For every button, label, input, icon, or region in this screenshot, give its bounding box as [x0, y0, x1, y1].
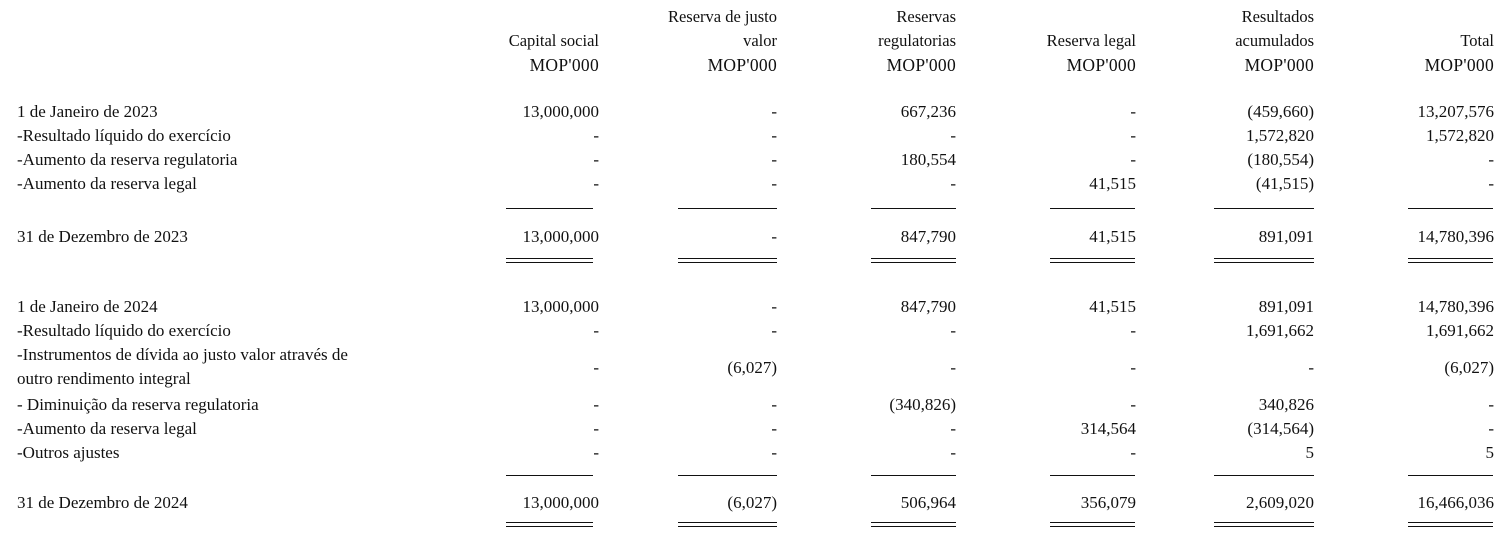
- cell-resultados-acumulados: (180,554): [1247, 150, 1314, 169]
- cell-capital-social: -: [593, 358, 599, 377]
- cell-reservas-regulatorias: -: [950, 126, 956, 145]
- cell-reservas-regulatorias: 847,790: [900, 227, 956, 246]
- total-double-rule: [1408, 522, 1493, 527]
- cell-capital-social: -: [593, 443, 599, 462]
- subtotal-rule: [871, 208, 956, 209]
- column-header-line: [1425, 5, 1494, 29]
- cell-reservas-regulatorias: 847,790: [900, 297, 956, 316]
- cell-total: -: [1488, 395, 1494, 414]
- cell-resultados-acumulados: (314,564): [1247, 419, 1314, 438]
- column-unit: MOP'000: [1244, 55, 1314, 75]
- cell-reserva-legal: -: [1130, 321, 1136, 340]
- table-row: [0, 172, 1512, 196]
- row-label: -Resultado líquido do exercício: [17, 321, 231, 340]
- cell-total: -: [1488, 174, 1494, 193]
- column-header-line: acumulados: [1235, 31, 1314, 50]
- column-header-line: Capital social: [508, 31, 599, 50]
- subtotal-rule: [506, 208, 593, 209]
- column-header-line: Reservas: [896, 7, 956, 26]
- table-row: [0, 417, 1512, 441]
- cell-reserva-justo-valor: -: [771, 126, 777, 145]
- row-label: -Aumento da reserva regulatoria: [17, 150, 238, 169]
- column-unit: MOP'000: [1066, 55, 1136, 75]
- cell-reservas-regulatorias: -: [950, 419, 956, 438]
- subtotal-rule: [506, 475, 593, 476]
- cell-reserva-justo-valor: -: [771, 227, 777, 246]
- table-row: [0, 124, 1512, 148]
- column-header-reserva-justo-valor: [668, 5, 777, 77]
- total-double-rule: [678, 258, 777, 263]
- cell-total: 1,691,662: [1426, 321, 1494, 340]
- cell-total: 13,207,576: [1417, 102, 1494, 121]
- cell-capital-social: 13,000,000: [522, 493, 599, 512]
- row-label-line: outro rendimento integral: [17, 369, 191, 388]
- cell-total: -: [1488, 150, 1494, 169]
- total-double-rule: [1408, 258, 1493, 263]
- cell-capital-social: -: [593, 321, 599, 340]
- cell-reserva-legal: 356,079: [1080, 493, 1136, 512]
- table-row: [0, 100, 1512, 124]
- cell-reserva-justo-valor: -: [771, 102, 777, 121]
- column-header-line: [1047, 5, 1136, 29]
- cell-reserva-legal: -: [1130, 126, 1136, 145]
- subtotal-rule: [678, 208, 777, 209]
- row-label: -Resultado líquido do exercício: [17, 126, 231, 145]
- cell-reserva-legal: 41,515: [1089, 297, 1136, 316]
- total-double-rule: [871, 522, 956, 527]
- cell-reserva-justo-valor: -: [771, 395, 777, 414]
- cell-resultados-acumulados: (41,515): [1255, 174, 1314, 193]
- total-double-rule: [1050, 258, 1135, 263]
- cell-capital-social: 13,000,000: [522, 227, 599, 246]
- table-row: [0, 295, 1512, 319]
- subtotal-rule: [1408, 475, 1493, 476]
- row-label: 1 de Janeiro de 2024: [17, 297, 158, 316]
- cell-reserva-justo-valor: -: [771, 150, 777, 169]
- total-double-rule: [506, 522, 593, 527]
- cell-total: 16,466,036: [1417, 493, 1494, 512]
- subtotal-rule: [1214, 475, 1314, 476]
- cell-capital-social: -: [593, 395, 599, 414]
- total-double-rule: [1214, 522, 1314, 527]
- cell-reserva-justo-valor: -: [771, 443, 777, 462]
- cell-reservas-regulatorias: -: [950, 443, 956, 462]
- cell-reserva-justo-valor: -: [771, 321, 777, 340]
- cell-capital-social: -: [593, 174, 599, 193]
- cell-resultados-acumulados: 891,091: [1258, 297, 1314, 316]
- column-header-line: Reserva de justo: [667, 7, 777, 26]
- cell-reserva-legal: -: [1130, 150, 1136, 169]
- row-label: 31 de Dezembro de 2024: [17, 493, 188, 512]
- subtotal-rule: [1050, 475, 1135, 476]
- column-header-line: Total: [1460, 31, 1494, 50]
- cell-total: -: [1488, 419, 1494, 438]
- table-row: [0, 343, 1512, 391]
- cell-capital-social: 13,000,000: [522, 102, 599, 121]
- cell-capital-social: -: [593, 419, 599, 438]
- row-label: [17, 343, 348, 391]
- cell-reservas-regulatorias: 667,236: [900, 102, 956, 121]
- cell-resultados-acumulados: 1,572,820: [1246, 126, 1314, 145]
- cell-reservas-regulatorias: -: [950, 358, 956, 377]
- cell-reserva-legal: -: [1130, 395, 1136, 414]
- table-row-total: [0, 491, 1512, 515]
- cell-reserva-justo-valor: -: [771, 419, 777, 438]
- cell-resultados-acumulados: 891,091: [1258, 227, 1314, 246]
- total-double-rule: [871, 258, 956, 263]
- cell-resultados-acumulados: 1,691,662: [1246, 321, 1314, 340]
- cell-resultados-acumulados: -: [1308, 358, 1314, 377]
- cell-resultados-acumulados: 340,826: [1258, 395, 1314, 414]
- row-label: -Outros ajustes: [17, 443, 120, 462]
- row-label-line: -Instrumentos de dívida ao justo valor através de: [17, 345, 348, 364]
- column-header-line: Reserva legal: [1046, 31, 1136, 50]
- cell-capital-social: -: [593, 126, 599, 145]
- column-header-line: regulatorias: [878, 31, 956, 50]
- total-double-rule: [506, 258, 593, 263]
- column-unit: MOP'000: [529, 55, 599, 75]
- cell-reserva-legal: -: [1130, 358, 1136, 377]
- column-unit: MOP'000: [707, 55, 777, 75]
- cell-total: 1,572,820: [1426, 126, 1494, 145]
- total-double-rule: [1214, 258, 1314, 263]
- cell-reserva-legal: 41,515: [1089, 174, 1136, 193]
- cell-reservas-regulatorias: -: [950, 174, 956, 193]
- column-header-line: Resultados: [1241, 7, 1314, 26]
- cell-reserva-legal: 41,515: [1089, 227, 1136, 246]
- cell-reserva-justo-valor: -: [771, 297, 777, 316]
- row-label: 1 de Janeiro de 2023: [17, 102, 158, 121]
- column-header-reservas-regulatorias: [878, 5, 956, 77]
- column-header-line: [509, 5, 599, 29]
- cell-capital-social: 13,000,000: [522, 297, 599, 316]
- table-row: [0, 319, 1512, 343]
- cell-reservas-regulatorias: 180,554: [900, 150, 956, 169]
- cell-reservas-regulatorias: -: [950, 321, 956, 340]
- column-unit: MOP'000: [1424, 55, 1494, 75]
- row-label: -Aumento da reserva legal: [17, 419, 197, 438]
- table-row: [0, 148, 1512, 172]
- subtotal-rule: [678, 475, 777, 476]
- cell-resultados-acumulados: 2,609,020: [1246, 493, 1314, 512]
- table-row: [0, 393, 1512, 417]
- subtotal-rule: [1408, 208, 1493, 209]
- cell-reserva-legal: 314,564: [1080, 419, 1136, 438]
- cell-reserva-justo-valor: (6,027): [727, 493, 777, 512]
- column-header-capital-social: [509, 5, 599, 77]
- table-row-total: [0, 225, 1512, 249]
- subtotal-rule: [871, 475, 956, 476]
- row-label: - Diminuição da reserva regulatoria: [17, 395, 259, 414]
- table-row: [0, 441, 1512, 465]
- cell-total: 14,780,396: [1417, 297, 1494, 316]
- column-unit: MOP'000: [886, 55, 956, 75]
- cell-resultados-acumulados: 5: [1305, 443, 1314, 462]
- column-header-total: [1425, 5, 1494, 77]
- subtotal-rule: [1050, 208, 1135, 209]
- column-header-resultados-acumulados: [1235, 5, 1314, 77]
- column-header-reserva-legal: [1047, 5, 1136, 77]
- total-double-rule: [1050, 522, 1135, 527]
- row-label: 31 de Dezembro de 2023: [17, 227, 188, 246]
- cell-total: 5: [1485, 443, 1494, 462]
- subtotal-rule: [1214, 208, 1314, 209]
- total-double-rule: [678, 522, 777, 527]
- cell-reserva-legal: -: [1130, 443, 1136, 462]
- cell-reserva-justo-valor: -: [771, 174, 777, 193]
- cell-total: (6,027): [1444, 358, 1494, 377]
- cell-resultados-acumulados: (459,660): [1247, 102, 1314, 121]
- cell-reservas-regulatorias: (340,826): [889, 395, 956, 414]
- cell-capital-social: -: [593, 150, 599, 169]
- cell-reservas-regulatorias: 506,964: [900, 493, 956, 512]
- cell-total: 14,780,396: [1417, 227, 1494, 246]
- cell-reserva-justo-valor: (6,027): [727, 358, 777, 377]
- row-label: -Aumento da reserva legal: [17, 174, 197, 193]
- column-header-line: valor: [743, 31, 777, 50]
- cell-reserva-legal: -: [1130, 102, 1136, 121]
